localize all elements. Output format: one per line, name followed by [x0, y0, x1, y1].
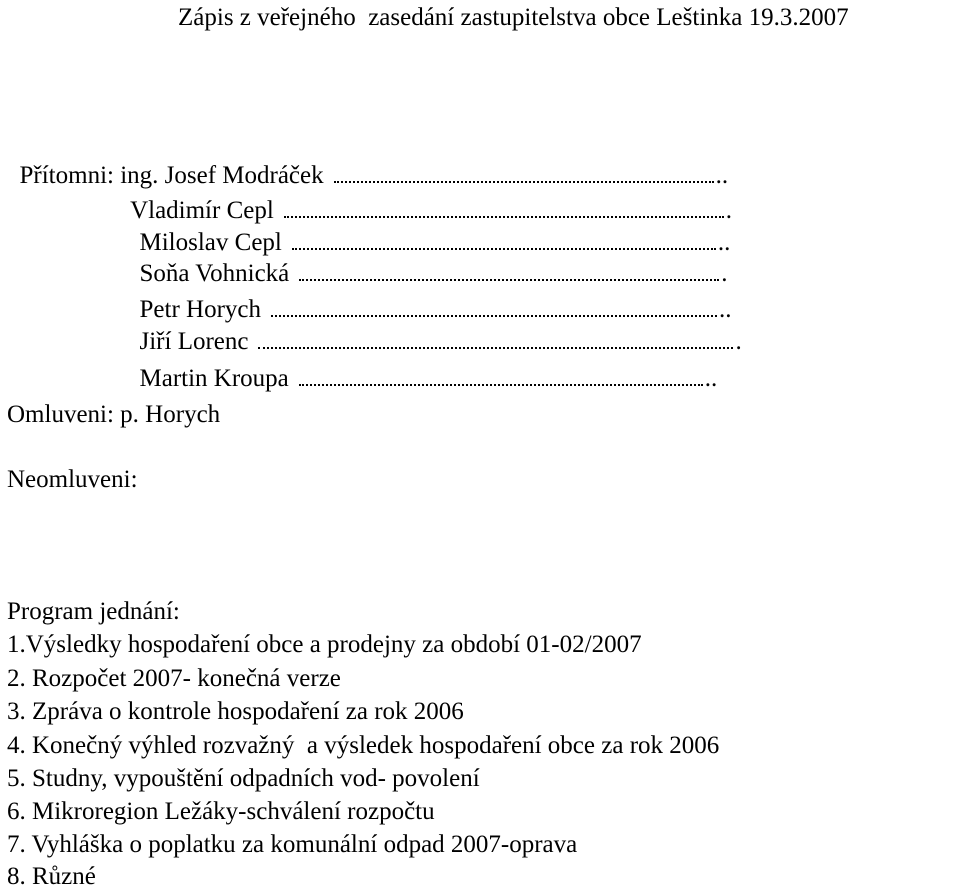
program-item: 1.Výsledky hospodaření obce a prodejny za období 01-02/2007 — [7, 631, 642, 658]
leader-end: . — [721, 260, 728, 287]
dotted-leader — [299, 364, 703, 386]
excused-line: Omluveni: p. Horych — [7, 401, 221, 428]
member-name: Martin Kroupa — [139, 365, 289, 392]
present-label: Přítomni: ing. Josef Modráček — [19, 162, 324, 189]
member-name: Soňa Vohnická — [139, 260, 290, 287]
leader-end: .. — [715, 162, 729, 189]
leader-end: .. — [717, 229, 731, 256]
member-name: Jiří Lorenc — [139, 328, 249, 355]
leader-end: .. — [719, 296, 732, 323]
leader-end: . — [735, 328, 742, 355]
program-item: 5. Studny, vypouštění odpadních vod- povolení — [7, 765, 480, 792]
leader-end: . — [725, 197, 733, 224]
program-item: 7. Vyhláška o poplatku za komunální odpad 2007-oprava — [7, 831, 578, 858]
program-heading: Program jednání: — [7, 598, 180, 625]
program-item: 6. Mikroregion Ležáky-schválení rozpočtu — [7, 798, 435, 825]
program-item: 8. Různé — [7, 863, 96, 890]
document-title: Zápis z veřejného zasedání zastupitelstva obce Leštinka 19.3.2007 — [178, 4, 849, 31]
member-name: Petr Horych — [139, 296, 261, 323]
leader-end: .. — [704, 365, 718, 392]
program-item: 4. Konečný výhled rozvažný a výsledek hospodaření obce za rok 2006 — [7, 732, 720, 759]
member-name: Miloslav Cepl — [139, 229, 282, 256]
member-row — [127, 334, 717, 394]
unexcused-line: Neomluveni: — [7, 466, 138, 493]
member-name: Vladimír Cepl — [130, 197, 274, 224]
program-item: 2. Rozpočet 2007- konečná verze — [7, 665, 341, 692]
program-item: 3. Zpráva o kontrole hospodaření za rok 2006 — [7, 698, 464, 725]
